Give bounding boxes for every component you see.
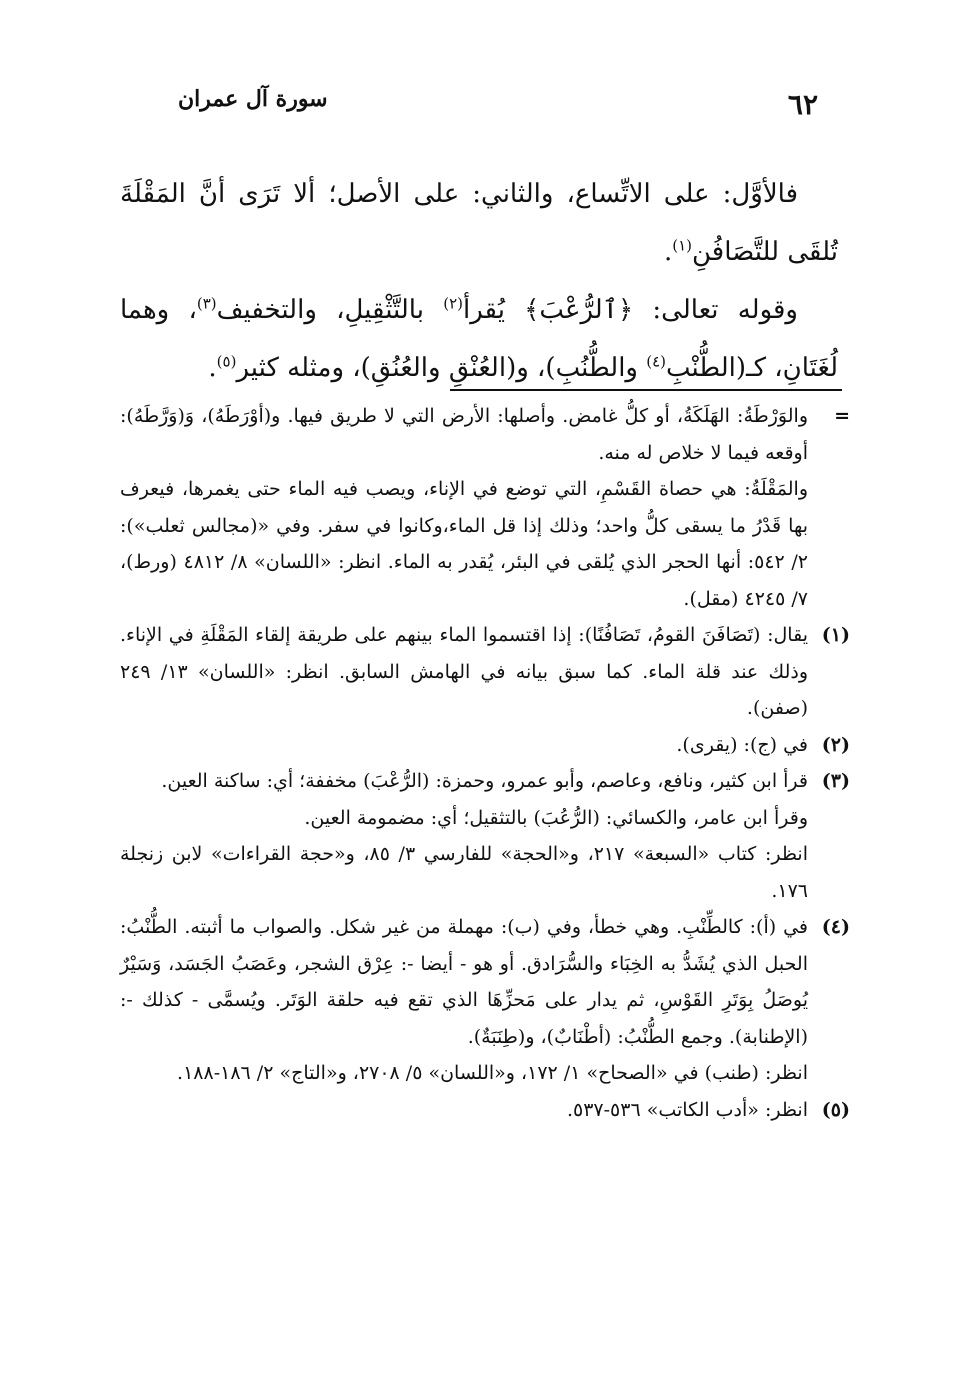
main-paragraph-2 xyxy=(120,281,838,397)
footnote-ref: (٥) xyxy=(216,352,237,371)
footnote-text: قرأ ابن كثير، ونافع، وعاصم، وأبو عمرو، وحمزة: (الرُّعْبَ) مخففة؛ أي: ساكنة العين. xyxy=(161,770,808,792)
footnote-text: في (أ): كالطِّنْبِ. وهي خطأ، وفي (ب): مهملة من غير شكل. والصواب ما أثبته. الطُّنْبُ: الحبل الذي يُشَدُّ به الخِبَاء والسُّرَادق. أو هو - أيضا -: عِرْق الشجر، وعَصَبُ الجَسَد، وَسَيْرٌ يُوصَلُ بِوَتَرِ القَوْسِ، ثم يدار على مَحزِّهَا الذي تقع فيه حلقة الوَتَر. ويُسمَّى - كذلك -: (الإطنابة). وجمع الطُّنْبُ: (أطْنَابٌ)، و(طِنَبَةٌ). xyxy=(120,916,808,1048)
footnote-text: والوَرْطَةُ: الهَلَكَةُ، أو كلُّ غامض. وأصلها: الأرض التي لا طريق فيها. و(أوْرَطَهُ)، وَ(وَرَّطَهُ): أوقعه فيما لا خلاص له منه. xyxy=(120,405,808,464)
footnote-4 xyxy=(120,909,850,1092)
page-header xyxy=(118,82,818,122)
footnote-5 xyxy=(120,1092,850,1129)
footnote-separator xyxy=(450,389,842,391)
footnote-text: يقال: (تَصَافَنَ القومُ، تَصَافُنًا): إذا اقتسموا الماء بينهم على طريقة إلقاء المَقْلَةِ في الإناء. وذلك عند قلة الماء. كما سبق بيانه في الهامش السابق. انظر: «اللسان» ١٣/ ٢٤٩ (صفن). xyxy=(120,624,808,719)
footnote-ref: (١) xyxy=(672,236,692,255)
footnote-ref: (٣) xyxy=(196,294,217,313)
footnote-text: انظر: كتاب «السبعة» ٢١٧، و«الحجة» للفارسي ٣/ ٨٥، و«حجة القراءات» لابن زنجلة ١٧٦. xyxy=(120,843,808,902)
footnote-3 xyxy=(120,763,850,909)
footnote-text: انظر: «أدب الكاتب» ٥٣٦-٥٣٧. xyxy=(566,1098,808,1121)
main-text-run: وقوله تعالى: ﴿ٱلرُّعْبَ﴾ يُقرأ xyxy=(462,295,798,325)
footnote-marker: (٢) xyxy=(821,733,850,756)
main-text xyxy=(120,165,838,397)
footnote-2 xyxy=(120,727,850,764)
main-text-run: . xyxy=(208,353,217,383)
footnote-1 xyxy=(120,617,850,727)
footnote-text: انظر: (طنب) في «الصحاح» ١/ ١٧٢، و«اللسان» ٥/ ٢٧٠٨، و«التاج» ٢/ ١٨٦-١٨٨. xyxy=(177,1062,808,1084)
footnote-marker: = xyxy=(834,405,850,427)
main-text-run: فالأوَّل: على الاتِّساع، والثاني: على الأصل؛ ألا تَرَى أنَّ المَقْلَةَ تُلقَى للتَّصَافُنِ xyxy=(120,179,838,267)
main-paragraph-1 xyxy=(120,165,838,281)
main-text-run: . xyxy=(663,237,673,267)
surah-title: سورة آل عمران xyxy=(178,86,328,112)
main-text-run: بالتَّثْقِيلِ، والتخفيف xyxy=(216,295,444,325)
footnote-marker: (٥) xyxy=(821,1098,850,1121)
footnote-marker: (٤) xyxy=(821,916,850,938)
main-text-run: والطُّنُبِ)، و(العُنْقِ والعُنُقِ)، ومثله كثير xyxy=(236,353,647,383)
footnote-ref: (٢) xyxy=(443,294,463,313)
footnote-text: والمَقْلَةُ: هي حصاة القَسْمِ، التي توضع في الإناء، ويصب فيه الماء حتى يغمرها، فيعرف بها قَدْرُ ما يسقى كلُّ واحد؛ وذلك إذا قل الماء،وكانوا في سفر. وفي «(مجالس ثعلب»): ٢/ ٥٤٢: أنها الحجر الذي يُلقى في البئر، يُقدر به الماء. انظر: «اللسان» ٨/ ٤٨١٢ (ورط)، ٧/ ٤٢٤٥ (مقل). xyxy=(120,478,808,610)
footnotes xyxy=(120,398,850,1128)
footnote-marker: (٣) xyxy=(821,770,850,792)
footnote-marker: (١) xyxy=(821,624,850,646)
footnote-text: وقرأ ابن عامر، والكسائي: (الرُّعُبَ) بالتثقيل؛ أي: مضمومة العين. xyxy=(304,806,808,829)
page-number: ٦٢ xyxy=(787,88,818,121)
footnote-text: في (ج): (يقرى). xyxy=(676,733,808,756)
main-text-run: ، وهما لُغَتَانِ، كـ(الطُّنْبِ xyxy=(120,295,838,383)
footnote-ref: (٤) xyxy=(646,352,667,371)
footnote-continuation xyxy=(120,398,850,617)
